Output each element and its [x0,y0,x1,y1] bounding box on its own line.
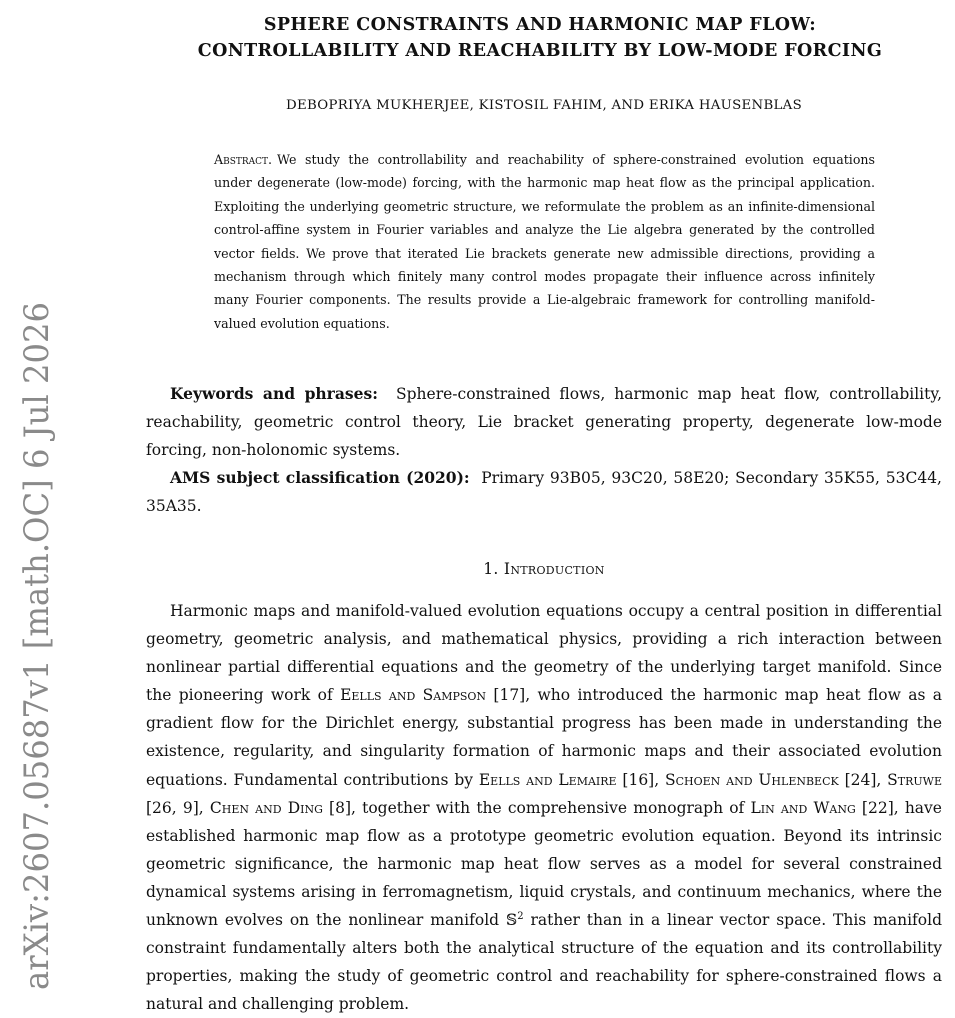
author-citation-name: Struwe [887,770,943,789]
keywords-text: Sphere-constrained flows, harmonic map heat flow, controllability, reachability, geometric control theory, Lie bracket generating property, degenerate low-mode forcing, non-holonomic systems. [146,385,942,460]
author-list: DEBOPRIYA MUKHERJEE, KISTOSIL FAHIM, AND ERIKA HAUSENBLAS [286,98,802,113]
abstract-text: We study the controllability and reachability of sphere-constrained evolution equations under degenerate (low-mode) forcing, with the harmonic map heat flow as the principal application. Exploiting the underlying geometric structure, we reformulate the problem as an infinite-dimensional control-affine system in Fourier variables and analyze the Lie algebra generated by the controlled vector fields. We prove that iterated Lie brackets generate new admissible directions, providing a mechanism through which finitely many control modes propagate their influence across infinitely many Fourier components. The results provide a Lie-algebraic framework for controlling manifold-valued evolution equations. [214,152,875,331]
abstract [214,148,875,335]
sphere-dimension: 2 [517,910,524,922]
intro-text: [17], who introduced the harmonic map heat flow as a gradient flow for the Dirichlet energy, substantial progress has been made in understanding the existence, regularity, and singularity formation of harmonic maps and their associated evolution equations. Fundamental contributions by [146,686,943,789]
intro-text: [26, 9], [146,798,210,817]
intro-text: [24], [838,770,888,789]
author-citation-name: Lin and Wang [750,798,856,817]
introduction-paragraph [146,597,943,1014]
ams-label: AMS subject classification (2020): [170,468,470,487]
intro-text: [8], together with the comprehensive monograph of [322,798,751,817]
arxiv-identifier: arXiv:2607.05687v1 [math.OC] 6 Jul 2026 [17,264,57,990]
section-title: Introduction [503,560,605,578]
author-citation-name: Chen and Ding [209,798,323,817]
author-citation-name: Eells and Lemaire [478,770,617,789]
intro-text: Harmonic maps and manifold-valued evolution equations occupy a central position in differential geometry, geometric analysis, and mathematical physics, providing a rich interaction between nonlinear partial differential equations and the geometry of the underlying target manifold. Since the pioneering work of [146,602,942,705]
ams-text: Primary 93B05, 93C20, 58E20; Secondary 35K55, 53C44, 35A35. [146,469,942,516]
intro-text: [22], have established harmonic map flow as a prototype geometric evolution equation. Beyond its intrinsic geometric significance, the harmonic map heat flow serves as a model for several constrained dynamical systems arising in ferromagnetism, liquid crystals, and continuum mechanics, where the unknown evolves on the nonlinear manifold [146,798,942,930]
intro-text: rather than in a linear vector space. This manifold constraint fundamentally alters both the analytical structure of the equation and its controllability properties, making the study of geometric control and reachability for sphere-constrained flows a natural and challenging problem. [146,911,942,1014]
section-number: 1. [483,560,499,578]
title-line-1: SPHERE CONSTRAINTS AND HARMONIC MAP FLOW: [263,15,817,35]
arxiv-sidebar-stamp [8,264,60,990]
section-heading [140,560,948,578]
abstract-label: Abstract. [214,152,273,167]
paper-title [140,12,940,64]
ams-classification-paragraph [146,464,942,520]
title-line-2: CONTROLLABILITY AND REACHABILITY BY LOW-MODE FORCING [197,41,883,61]
sphere-symbol: 𝕊 [505,911,518,930]
intro-text: [16], [616,770,665,789]
author-citation-name: Schoen and Uhlenbeck [665,770,839,789]
keywords-label: Keywords and phrases: [170,384,378,403]
author-citation-name: Eells and Sampson [340,686,487,705]
keywords-paragraph [146,380,942,464]
